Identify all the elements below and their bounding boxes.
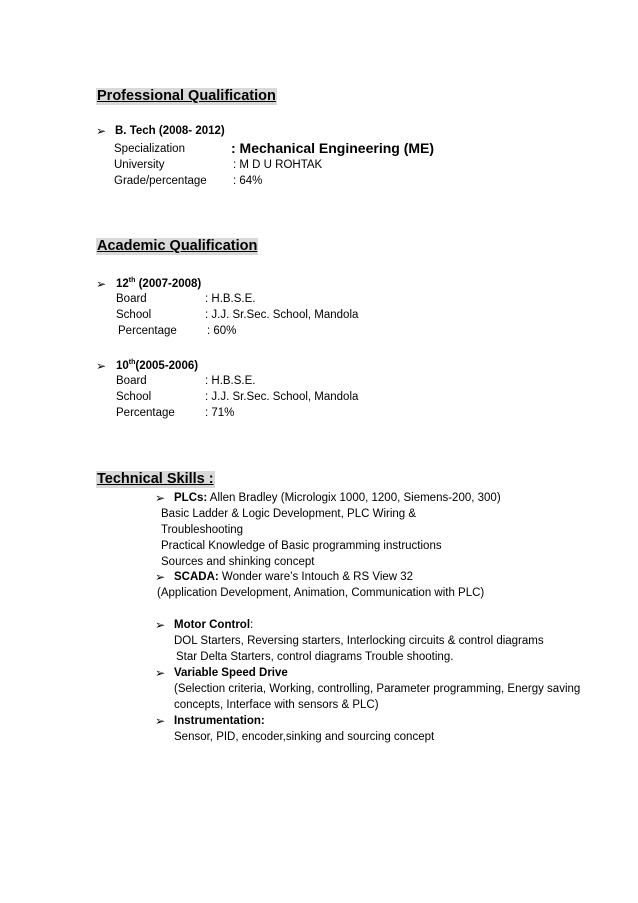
degree-title: B. Tech (2008- 2012) [115, 125, 225, 137]
motor-detail-2: Star Delta Starters, control diagrams Trouble shooting. [176, 651, 454, 663]
bullet-arrow-icon: ➢ [96, 124, 107, 138]
vsd-detail-2: concepts, Interface with sensors & PLC) [174, 699, 379, 711]
tenth-school-label: School [116, 391, 152, 403]
tenth-board-value: : H.B.S.E. [205, 375, 256, 387]
instrumentation-detail: Sensor, PID, encoder,sinking and sourcing concept [174, 731, 435, 743]
university-value: : M D U ROHTAK [233, 159, 323, 171]
grade-label: Grade/percentage [114, 175, 207, 187]
scada-detail: (Application Development, Animation, Communication with PLC) [157, 587, 485, 599]
bullet-arrow-icon: ➢ [155, 714, 166, 728]
bullet-arrow-icon: ➢ [155, 491, 166, 505]
tenth-title: 10th(2005-2006) [116, 359, 199, 372]
plc-detail-3: Practical Knowledge of Basic programming instructions [161, 540, 442, 552]
twelfth-board-value: : H.B.S.E. [205, 293, 256, 305]
bullet-arrow-icon: ➢ [155, 666, 166, 680]
twelfth-school-value: : J.J. Sr.Sec. School, Mandola [205, 309, 359, 321]
plc-detail-1: Basic Ladder & Logic Development, PLC Wiring & [161, 508, 417, 520]
academic-heading: Academic Qualification [97, 238, 258, 254]
instrumentation-title: Instrumentation: [174, 715, 265, 727]
bullet-arrow-icon: ➢ [155, 618, 166, 632]
motor-control-title: Motor Control: [174, 619, 254, 631]
vsd-detail-1: (Selection criteria, Working, controlling, Parameter programming, Energy saving [174, 683, 581, 695]
bullet-arrow-icon: ➢ [96, 359, 107, 373]
twelfth-percentage-label: Percentage [118, 325, 177, 337]
plc-detail-2: Troubleshooting [161, 524, 244, 536]
twelfth-title: 12th (2007-2008) [116, 277, 202, 290]
twelfth-school-label: School [116, 309, 152, 321]
specialization-value: : Mechanical Engineering (ME) [231, 140, 435, 156]
vsd-title: Variable Speed Drive [174, 667, 288, 679]
plc-detail-4: Sources and shinking concept [161, 556, 315, 568]
plc-line: PLCs: Allen Bradley (Micrologix 1000, 1200, Siemens-200, 300) [174, 492, 501, 504]
motor-detail-1: DOL Starters, Reversing starters, Interlocking circuits & control diagrams [174, 635, 544, 647]
grade-value: : 64% [233, 175, 263, 187]
bullet-arrow-icon: ➢ [96, 277, 107, 291]
tenth-percentage-label: Percentage [116, 407, 175, 419]
twelfth-percentage-value: : 60% [207, 325, 237, 337]
tenth-percentage-value: : 71% [205, 407, 235, 419]
university-label: University [114, 159, 165, 171]
scada-line: SCADA: Wonder ware’s Intouch & RS View 32 [174, 571, 414, 583]
professional-heading: Professional Qualification [97, 88, 276, 104]
tenth-school-value: : J.J. Sr.Sec. School, Mandola [205, 391, 359, 403]
specialization-label: Specialization [114, 143, 185, 155]
twelfth-board-label: Board [116, 293, 147, 305]
bullet-arrow-icon: ➢ [155, 570, 166, 584]
tenth-board-label: Board [116, 375, 147, 387]
technical-heading: Technical Skills : [97, 471, 214, 487]
